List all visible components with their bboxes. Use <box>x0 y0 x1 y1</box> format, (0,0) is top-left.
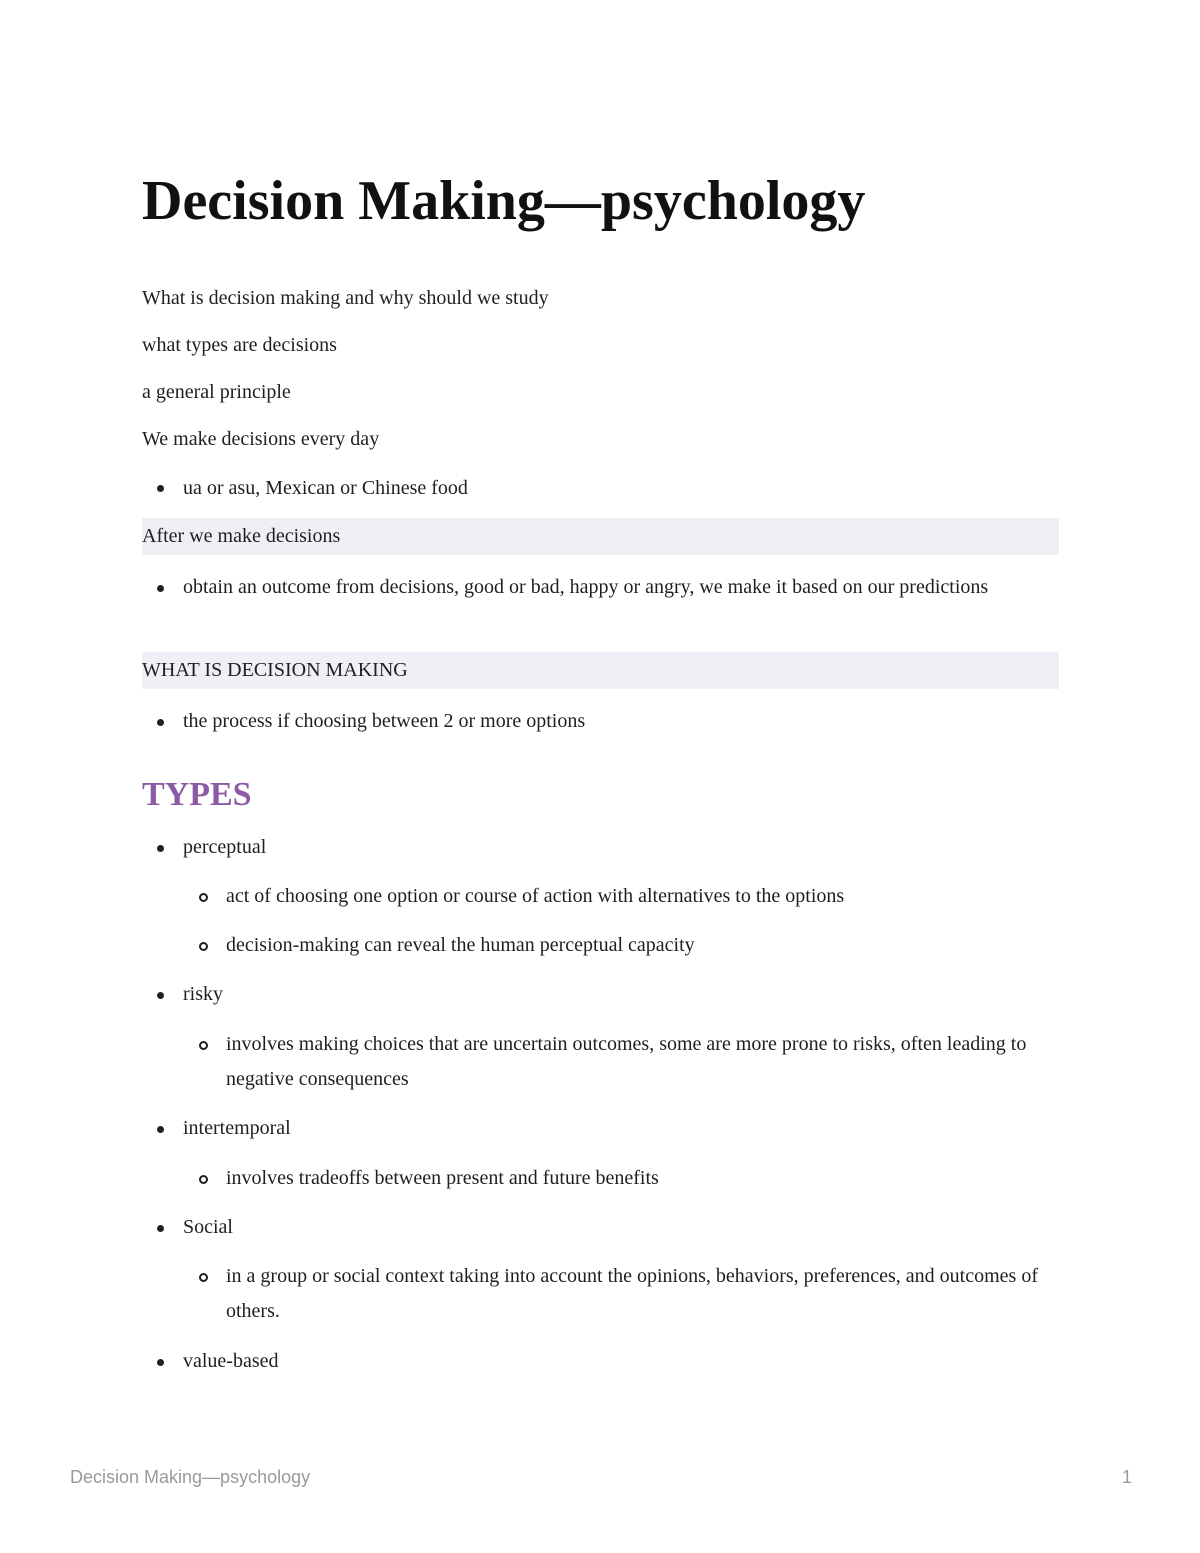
list-item: obtain an outcome from decisions, good or bad, happy or angry, we make it based on our predictions <box>183 576 989 598</box>
intro-line-3: a general principle <box>142 381 291 403</box>
bullet-dot <box>157 1359 164 1366</box>
type-item-perceptual: perceptual <box>183 836 267 858</box>
callout-after-decisions <box>142 518 1059 555</box>
sub-bullet-circle <box>199 1273 208 1282</box>
footer-doc-title: Decision Making—psychology <box>70 1467 311 1487</box>
bullet-dot <box>157 719 164 726</box>
intro-line-2: what types are decisions <box>142 334 337 356</box>
sub-bullet-circle <box>199 1041 208 1050</box>
sub-bullet-circle <box>199 1175 208 1184</box>
bullet-dot <box>157 1126 164 1133</box>
bullet-dot <box>157 485 164 492</box>
sub-bullet-circle <box>199 942 208 951</box>
bullet-dot <box>157 992 164 999</box>
sub-list-item: in a group or social context taking into account the opinions, behaviors, preferences, and outcomes of others. <box>226 1265 1038 1322</box>
list-item: ua or asu, Mexican or Chinese food <box>183 477 468 499</box>
sub-bullet-circle <box>199 893 208 902</box>
list-item: the process if choosing between 2 or more options <box>183 710 586 732</box>
type-item-value-based: value-based <box>183 1350 279 1372</box>
section-heading-types: TYPES <box>142 776 252 813</box>
callout-what-is-decision-making <box>142 652 1059 689</box>
sub-list-item: involves making choices that are uncertain outcomes, some are more prone to risks, often leading to negative consequences <box>226 1033 1027 1090</box>
type-item-social: Social <box>183 1216 233 1238</box>
callout-text: WHAT IS DECISION MAKING <box>142 659 408 681</box>
type-item-intertemporal: intertemporal <box>183 1117 291 1139</box>
bullet-dot <box>157 585 164 592</box>
sub-list-item: act of choosing one option or course of action with alternatives to the options <box>226 885 845 907</box>
footer-page-number: 1 <box>1121 1467 1132 1487</box>
sub-list-item: decision-making can reveal the human perceptual capacity <box>226 934 695 956</box>
sub-list-item: involves tradeoffs between present and future benefits <box>226 1167 659 1189</box>
intro-line-4: We make decisions every day <box>142 428 380 450</box>
page-title: Decision Making—psychology <box>142 170 866 232</box>
bullet-dot <box>157 1225 164 1232</box>
bullet-dot <box>157 845 164 852</box>
intro-line-1: What is decision making and why should we study <box>142 287 549 309</box>
callout-text: After we make decisions <box>142 525 341 547</box>
type-item-risky: risky <box>183 983 223 1005</box>
